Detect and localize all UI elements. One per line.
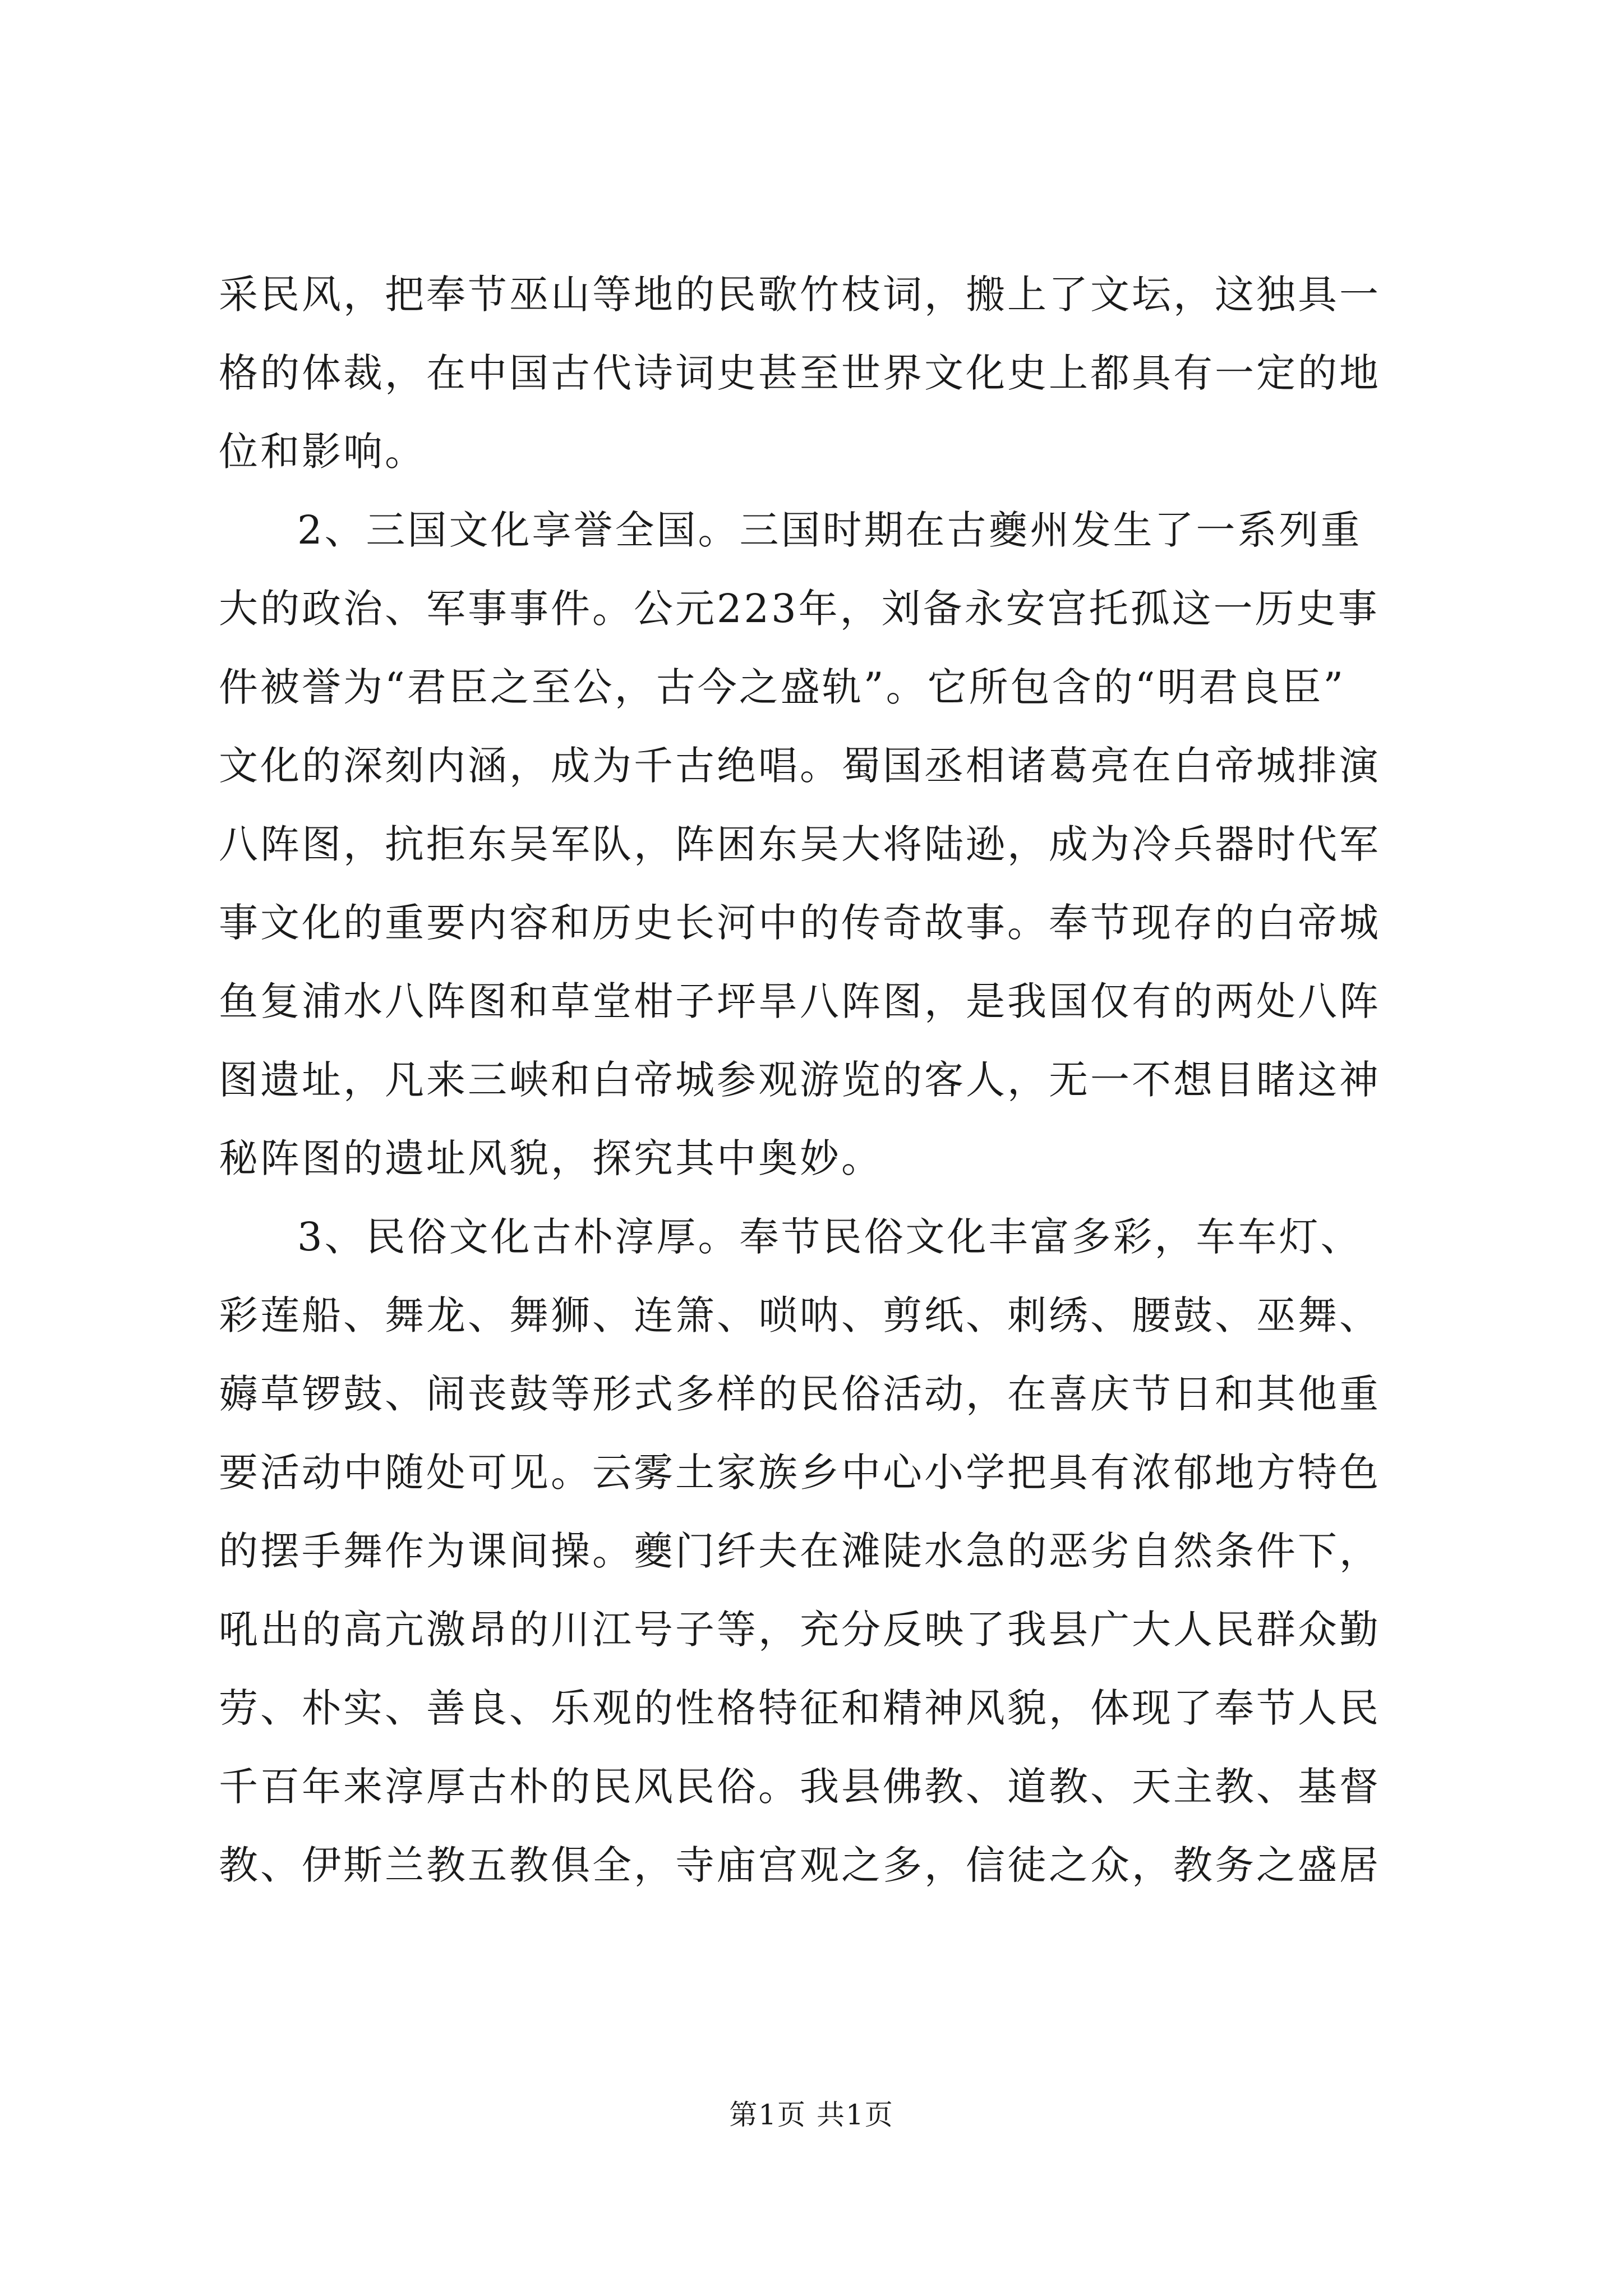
text-line: 位和影响。 <box>219 429 426 475</box>
text-line: 鱼复浦水八阵图和草堂柑子坪旱八阵图，是我国仅有的两处八阵 <box>219 978 1381 1024</box>
text-line: 文化的深刻内涵，成为千古绝唱。蜀国丞相诸葛亮在白帝城排演 <box>219 743 1381 789</box>
text-line: 要活动中随处可见。云雾土家族乡中心小学把具有浓郁地方特色 <box>219 1450 1381 1496</box>
text-line: 八阵图，抗拒东吴军队，阵困东吴大将陆逊，成为冷兵器时代军 <box>219 821 1381 867</box>
page-footer <box>0 2095 1623 2134</box>
text-line: 劳、朴实、善良、乐观的性格特征和精神风貌，体现了奉节人民 <box>219 1685 1381 1731</box>
text-line: 大的政治、军事事件。公元223年，刘备永安宫托孤这一历史事 <box>219 586 1380 632</box>
text-line: 彩莲船、舞龙、舞狮、连箫、唢呐、剪纸、刺绣、腰鼓、巫舞、 <box>219 1292 1381 1338</box>
text-line: 千百年来淳厚古朴的民风民俗。我县佛教、道教、天主教、基督 <box>219 1764 1381 1810</box>
text-line: 事文化的重要内容和历史长河中的传奇故事。奉节现存的白帝城 <box>219 900 1381 946</box>
text-line: 教、伊斯兰教五教俱全，寺庙宫观之多，信徒之众，教务之盛居 <box>219 1842 1381 1888</box>
text-line: 格的体裁，在中国古代诗词史甚至世界文化史上都具有一定的地 <box>219 350 1381 396</box>
text-line: 图遗址，凡来三峡和白帝城参观游览的客人，无一不想目睹这神 <box>219 1057 1381 1103</box>
text-line: 的摆手舞作为课间操。夔门纤夫在滩陡水急的恶劣自然条件下， <box>219 1528 1381 1574</box>
text-line: 秘阵图的遗址风貌，探究其中奥妙。 <box>219 1135 883 1181</box>
paragraph-start-line: 2、三国文化享誉全国。三国时期在古夔州发生了一系列重 <box>297 507 1362 553</box>
body-text <box>219 255 1424 1904</box>
text-line: 吼出的高亢激昂的川江号子等，充分反映了我县广大人民群众勤 <box>219 1607 1381 1653</box>
text-line: 采民风，把奉节巫山等地的民歌竹枝词，搬上了文坛，这独具一 <box>219 272 1381 318</box>
paragraph-start-line: 3、民俗文化古朴淳厚。奉节民俗文化丰富多彩，车车灯、 <box>297 1214 1362 1260</box>
page-number-label: 第1页 共1页 <box>729 2099 894 2131</box>
text-line: 薅草锣鼓、闹丧鼓等形式多样的民俗活动，在喜庆节日和其他重 <box>219 1371 1381 1417</box>
text-line: 件被誉为“君臣之至公，古今之盛轨”。它所包含的“明君良臣” <box>219 664 1346 710</box>
